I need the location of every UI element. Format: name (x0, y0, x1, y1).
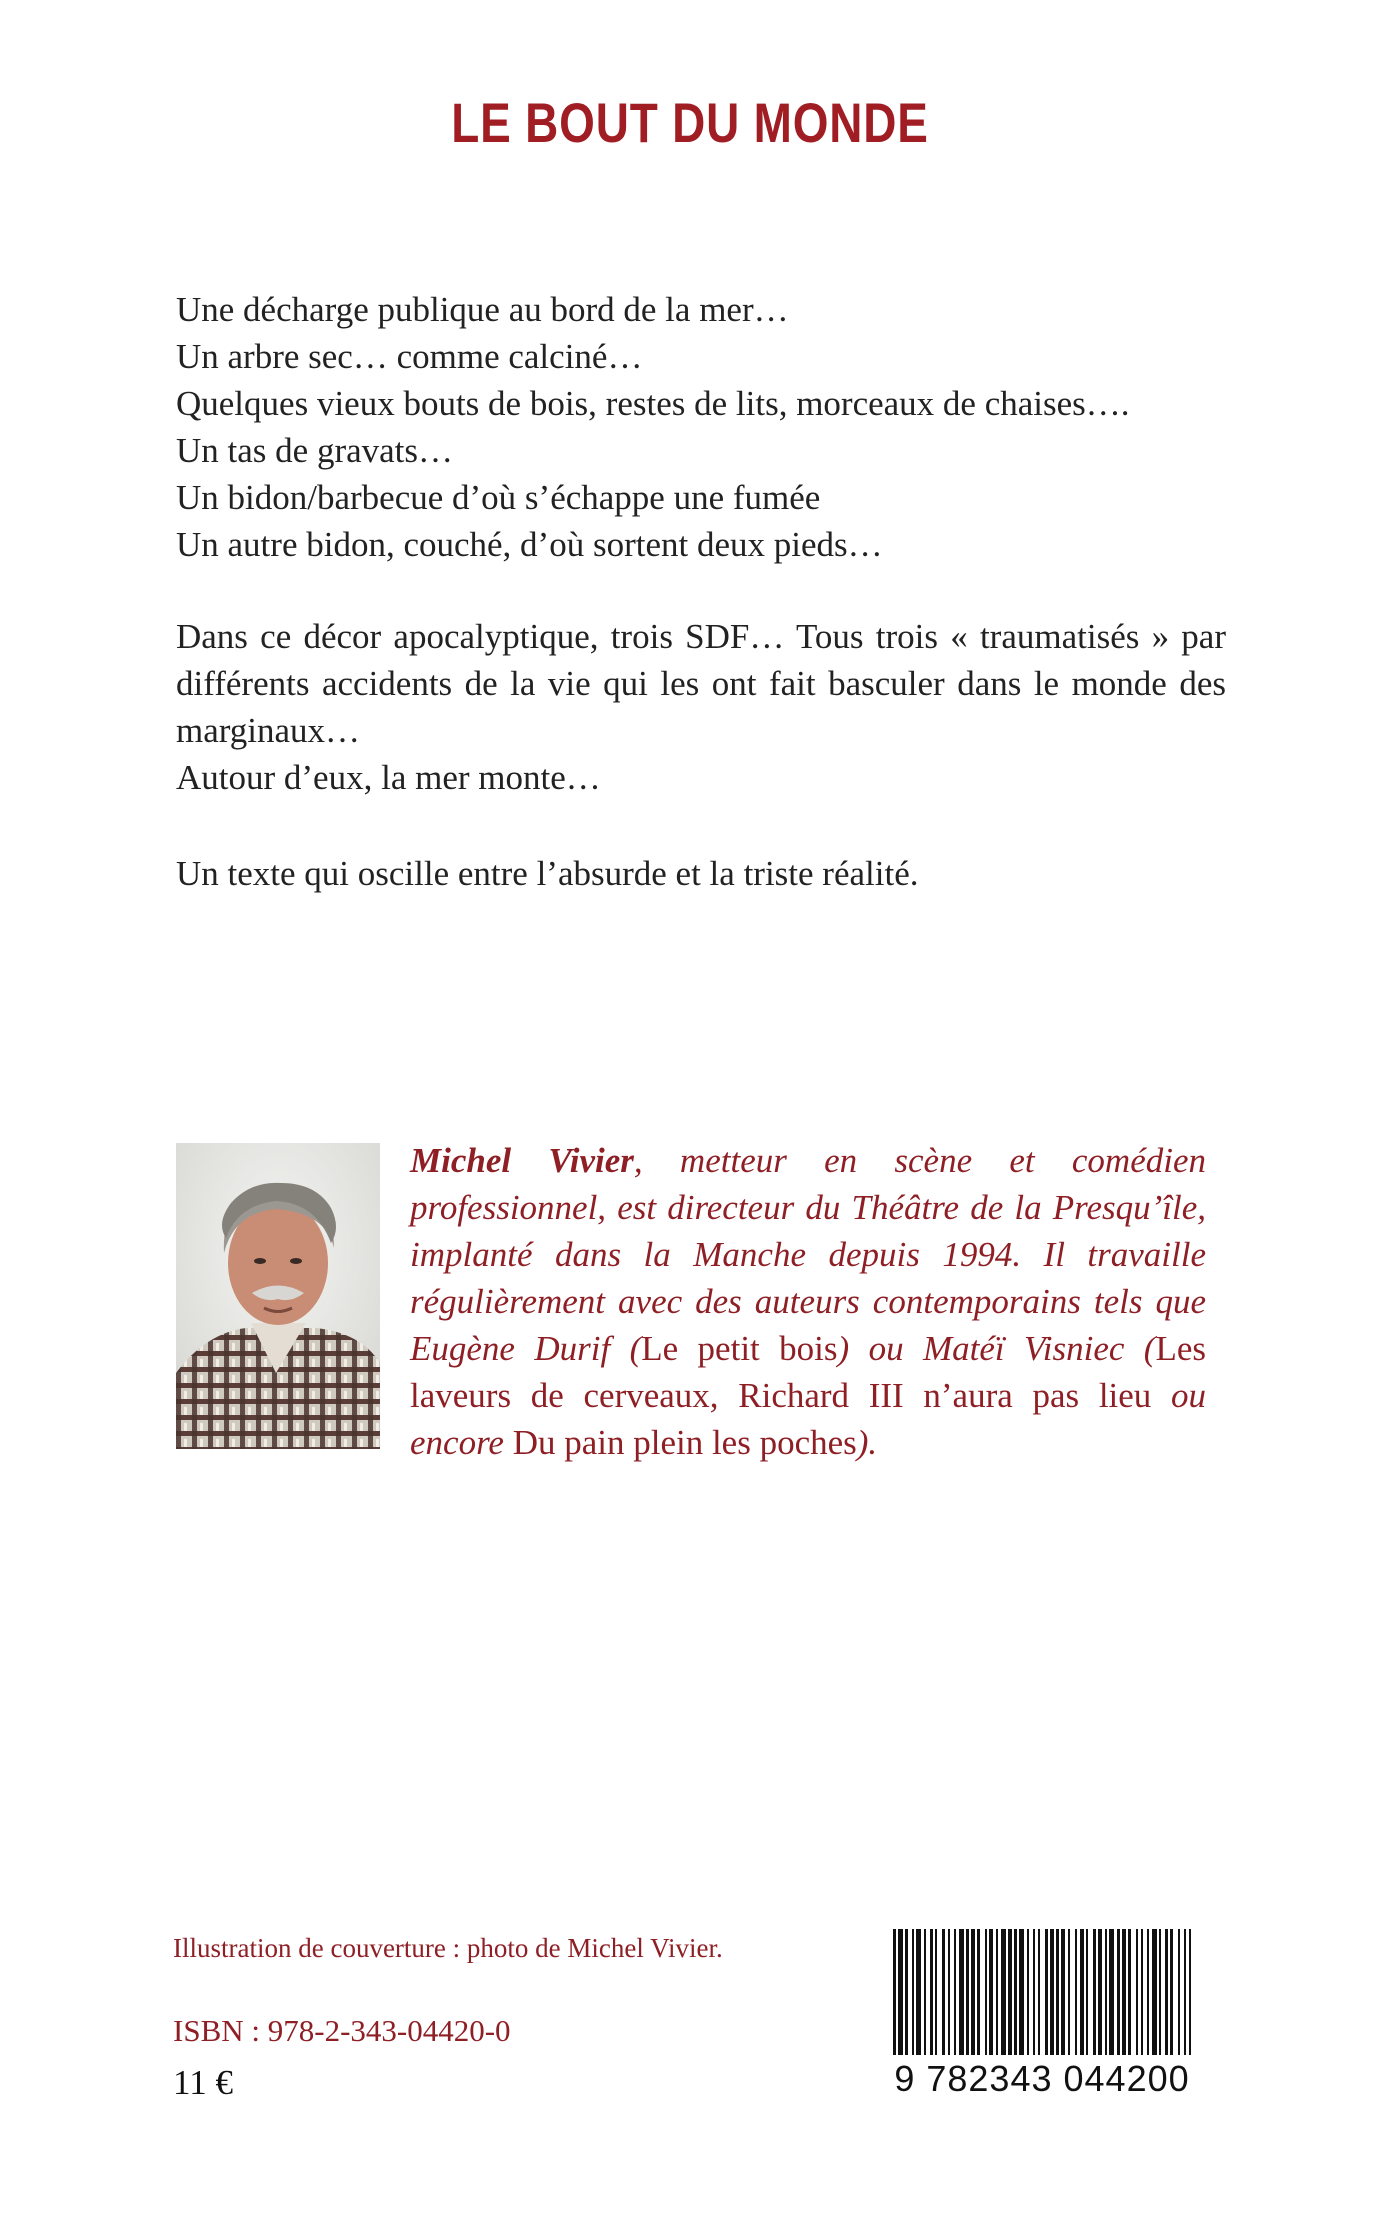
barcode-bar (1128, 1929, 1131, 2055)
barcode-bar (898, 1929, 903, 2055)
barcode-bar (916, 1929, 921, 2055)
barcode-bar (971, 1929, 975, 2055)
barcode-bar (954, 1929, 956, 2055)
bio-text: ou encore (410, 1376, 1207, 1462)
bio-text: ). (856, 1423, 878, 1462)
barcode-bar (1141, 1929, 1143, 2055)
barcode-bar (1068, 1929, 1070, 2055)
barcode-bar (1117, 1929, 1120, 2055)
barcode-bar (977, 1929, 980, 2055)
synopsis-paragraph: Dans ce décor apocalyptique, trois SDF… Tous trois « traumatisés » par différents accidents de la vie qui les ont fait basculer dans le monde des marginaux… (176, 617, 1226, 750)
barcode-bar (985, 1929, 987, 2055)
author-name: Michel Vivier (410, 1141, 634, 1180)
cover-credit: Illustration de couverture : photo de Michel Vivier. (173, 1933, 723, 1963)
book-title: LE BOUT DU MONDE (451, 91, 929, 154)
barcode-bar (935, 1929, 937, 2055)
work-title: Richard III n’aura pas lieu (738, 1376, 1152, 1415)
scene-line: Un tas de gravats… (176, 431, 454, 470)
price-label: 11 € (173, 2063, 233, 2102)
barcode-bar (1014, 1929, 1017, 2055)
isbn-number: ISBN : 978-2-343-04420-0 (173, 2013, 511, 2048)
barcode-bar (1001, 1929, 1006, 2055)
barcode-bar (1147, 1929, 1149, 2055)
barcode-bar (1189, 1929, 1191, 2055)
barcode-bar (1098, 1929, 1102, 2055)
barcode-bar (1045, 1929, 1048, 2055)
barcode-bar (996, 1929, 998, 2055)
work-title: Du pain plein les poches (512, 1423, 857, 1462)
barcode-bar (893, 1929, 896, 2055)
work-title: Le petit bois (641, 1329, 838, 1368)
barcode-bar (948, 1929, 950, 2055)
barcode-bar (1170, 1929, 1173, 2055)
tagline-text: Un texte qui oscille entre l’absurde et la triste réalité. (176, 854, 919, 893)
scene-line: Un bidon/barbecue d’où s’échappe une fumée (176, 478, 821, 517)
barcode-bar (959, 1929, 964, 2055)
barcode-bar (1159, 1929, 1161, 2055)
barcode-bar (1019, 1929, 1024, 2055)
author-bio (410, 1137, 1206, 1466)
author-portrait-image (176, 1143, 380, 1449)
author-photo (176, 1143, 380, 1449)
barcode-bar (1152, 1929, 1157, 2055)
scene-line: Un autre bidon, couché, d’où sortent deux pieds… (176, 525, 883, 564)
tagline (176, 850, 1226, 897)
bio-text: ) ou Matéï Visniec ( (837, 1329, 1156, 1368)
barcode-bar (912, 1929, 914, 2055)
barcode-bar (1056, 1929, 1059, 2055)
work-title: Les laveurs de cerveaux (410, 1329, 1207, 1415)
barcode-bar (1080, 1929, 1084, 2055)
barcode-bar (1178, 1929, 1180, 2055)
barcode-bar (924, 1929, 926, 2055)
scene-description (176, 286, 1226, 568)
barcode-digits: 9 782343 044200 (894, 2058, 1190, 2097)
barcode-bar (1136, 1929, 1138, 2055)
barcode-bar (989, 1929, 993, 2055)
barcode-bar (1008, 1929, 1012, 2055)
barcode-bar (1109, 1929, 1114, 2055)
synopsis-line: Autour d’eux, la mer monte… (176, 758, 601, 797)
barcode-bars (893, 1929, 1191, 2055)
barcode-bar (942, 1929, 945, 2055)
bio-text: , metteur en scène et comédien professionnel, est directeur du Théâtre de la Presqu’île, implanté dans la Manche depuis 1994. Il travaille régulièrement avec des auteurs contemporains tels que Eugène Durif ( (410, 1141, 1206, 1368)
barcode-bar (1061, 1929, 1065, 2055)
barcode-bar (1093, 1929, 1096, 2055)
barcode-bar (1122, 1929, 1126, 2055)
synopsis (176, 613, 1226, 801)
isbn-barcode (873, 1925, 1211, 2097)
barcode-bar (1105, 1929, 1107, 2055)
scene-line: Un arbre sec… comme calciné… (176, 337, 643, 376)
barcode-bar (1086, 1929, 1088, 2055)
barcode-bar (1038, 1929, 1040, 2055)
scene-line: Quelques vieux bouts de bois, restes de lits, morceaux de chaises…. (176, 384, 1130, 423)
bio-separator: , (709, 1376, 739, 1415)
barcode-bar (1050, 1929, 1054, 2055)
scene-line: Une décharge publique au bord de la mer… (176, 290, 789, 329)
barcode-bar (1033, 1929, 1035, 2055)
barcode-bar (966, 1929, 969, 2055)
barcode-bar (905, 1929, 908, 2055)
barcode-bar (930, 1929, 933, 2055)
barcode-bar (1165, 1929, 1168, 2055)
barcode-bar (1184, 1929, 1186, 2055)
barcode-bar (1027, 1929, 1029, 2055)
barcode-bar (1075, 1929, 1077, 2055)
